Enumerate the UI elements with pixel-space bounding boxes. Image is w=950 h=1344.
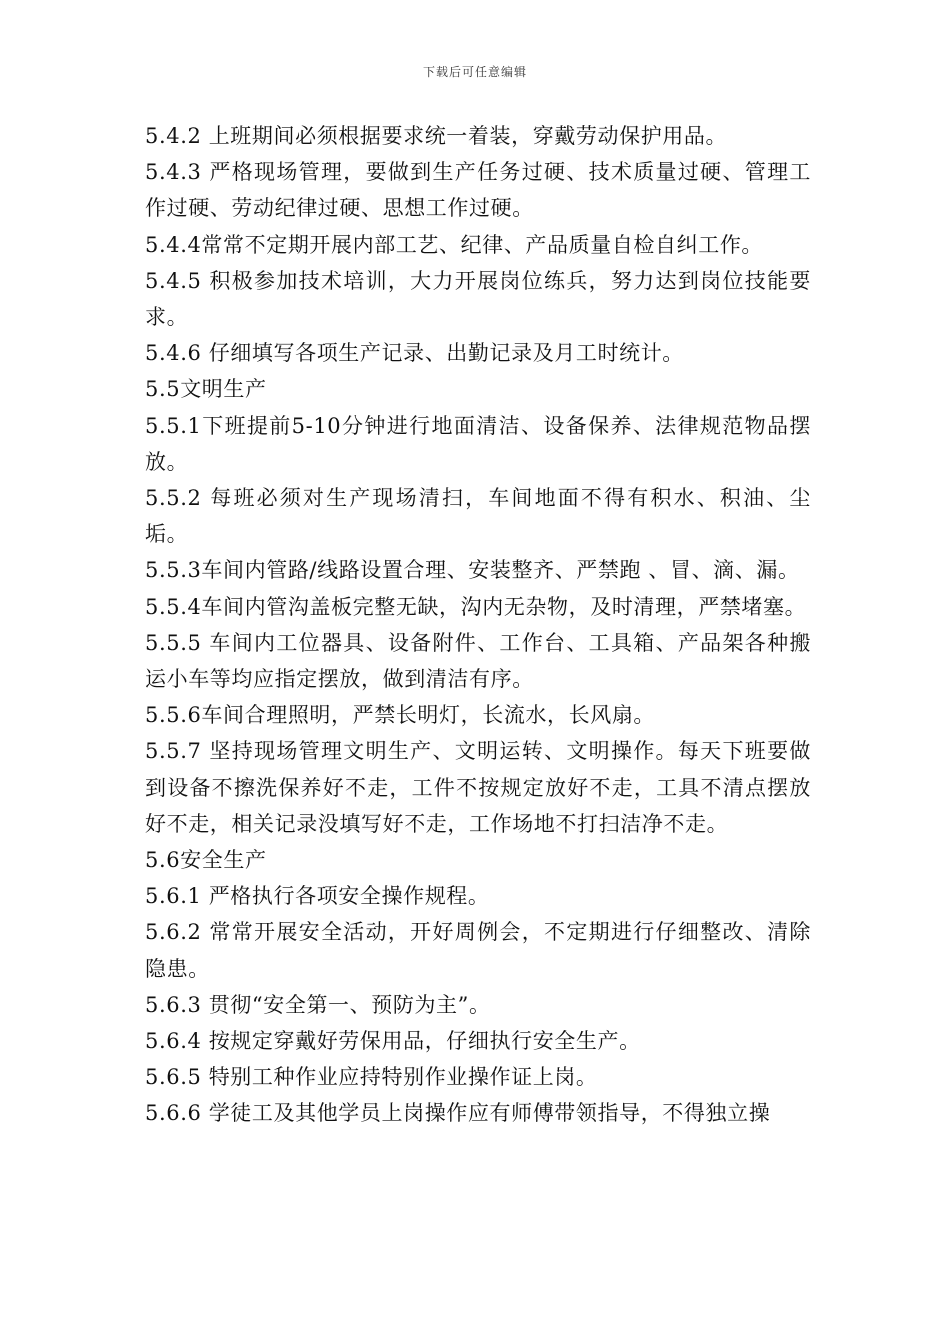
paragraph-5-6-1: 5.6.1 严格执行各项安全操作规程。 [145, 884, 490, 909]
paragraph-5-6-6: 5.6.6 学徒工及其他学员上岗操作应有师傅带领指导，不得独立操 [145, 1101, 771, 1126]
section-heading-5-5: 5.5文明生产 [145, 377, 267, 402]
paragraph-5-5-4: 5.5.4车间内管沟盖板完整无缺，沟内无杂物，及时清理，严禁堵塞。 [145, 594, 807, 619]
paragraph-5-4-4: 5.4.4常常不定期开展内部工艺、纪律、产品质量自检自纠工作。 [145, 232, 764, 257]
paragraph-5-4-3: 5.4.3 严格现场管理，要做到生产任务过硬、技术质量过硬、管理工作过硬、劳动纪律过硬、思想工作过硬。 [145, 160, 811, 221]
paragraph-5-6-2: 5.6.2 常常开展安全活动，开好周例会，不定期进行仔细整改、清除隐患。 [145, 920, 811, 981]
paragraph-5-5-3: 5.5.3车间内管路/线路设置合理、安装整齐、严禁跑 、冒、滴、漏。 [145, 558, 800, 583]
paragraph-5-4-2: 5.4.2 上班期间必须根据要求统一着装，穿戴劳动保护用品。 [145, 124, 728, 148]
paragraph-5-6-5: 5.6.5 特别工种作业应持特别作业操作证上岗。 [145, 1065, 598, 1090]
paragraph-5-5-2: 5.5.2 每班必须对生产现场清扫，车间地面不得有积水、积油、尘垢。 [145, 486, 811, 547]
paragraph-5-5-1: 5.5.1下班提前5-10分钟进行地面清洁、设备保养、法律规范物品摆放。 [145, 413, 811, 474]
section-heading-5-6: 5.6安全生产 [145, 848, 267, 873]
paragraph-5-6-3: 5.6.3 贯彻“安全第一、预防为主”。 [145, 992, 491, 1017]
page-header: 下载后可任意编辑 [422, 65, 527, 79]
paragraph-5-4-6: 5.4.6 仔细填写各项生产记录、出勤记录及月工时统计。 [145, 341, 684, 366]
paragraph-5-6-4: 5.6.4 按规定穿戴好劳保用品，仔细执行安全生产。 [145, 1029, 641, 1054]
paragraph-5-4-5: 5.4.5 积极参加技术培训，大力开展岗位练兵，努力达到岗位技能要求。 [145, 268, 811, 330]
document-body [145, 118, 811, 1132]
paragraph-5-5-5: 5.5.5 车间内工位器具、设备附件、工作台、工具箱、产品架各种搬运小车等均应指定摆放，做到清洁有序。 [145, 630, 811, 692]
paragraph-5-5-7: 5.5.7 坚持现场管理文明生产、文明运转、文明操作。每天下班要做到设备不擦洗保养好不走，工件不按规定放好不走，工具不清点摆放好不走，相关记录没填写好不走，工作场地不打扫洁净不走。 [145, 739, 811, 836]
paragraph-5-5-6: 5.5.6车间合理照明，严禁长明灯，长流水，长风扇。 [145, 703, 656, 728]
